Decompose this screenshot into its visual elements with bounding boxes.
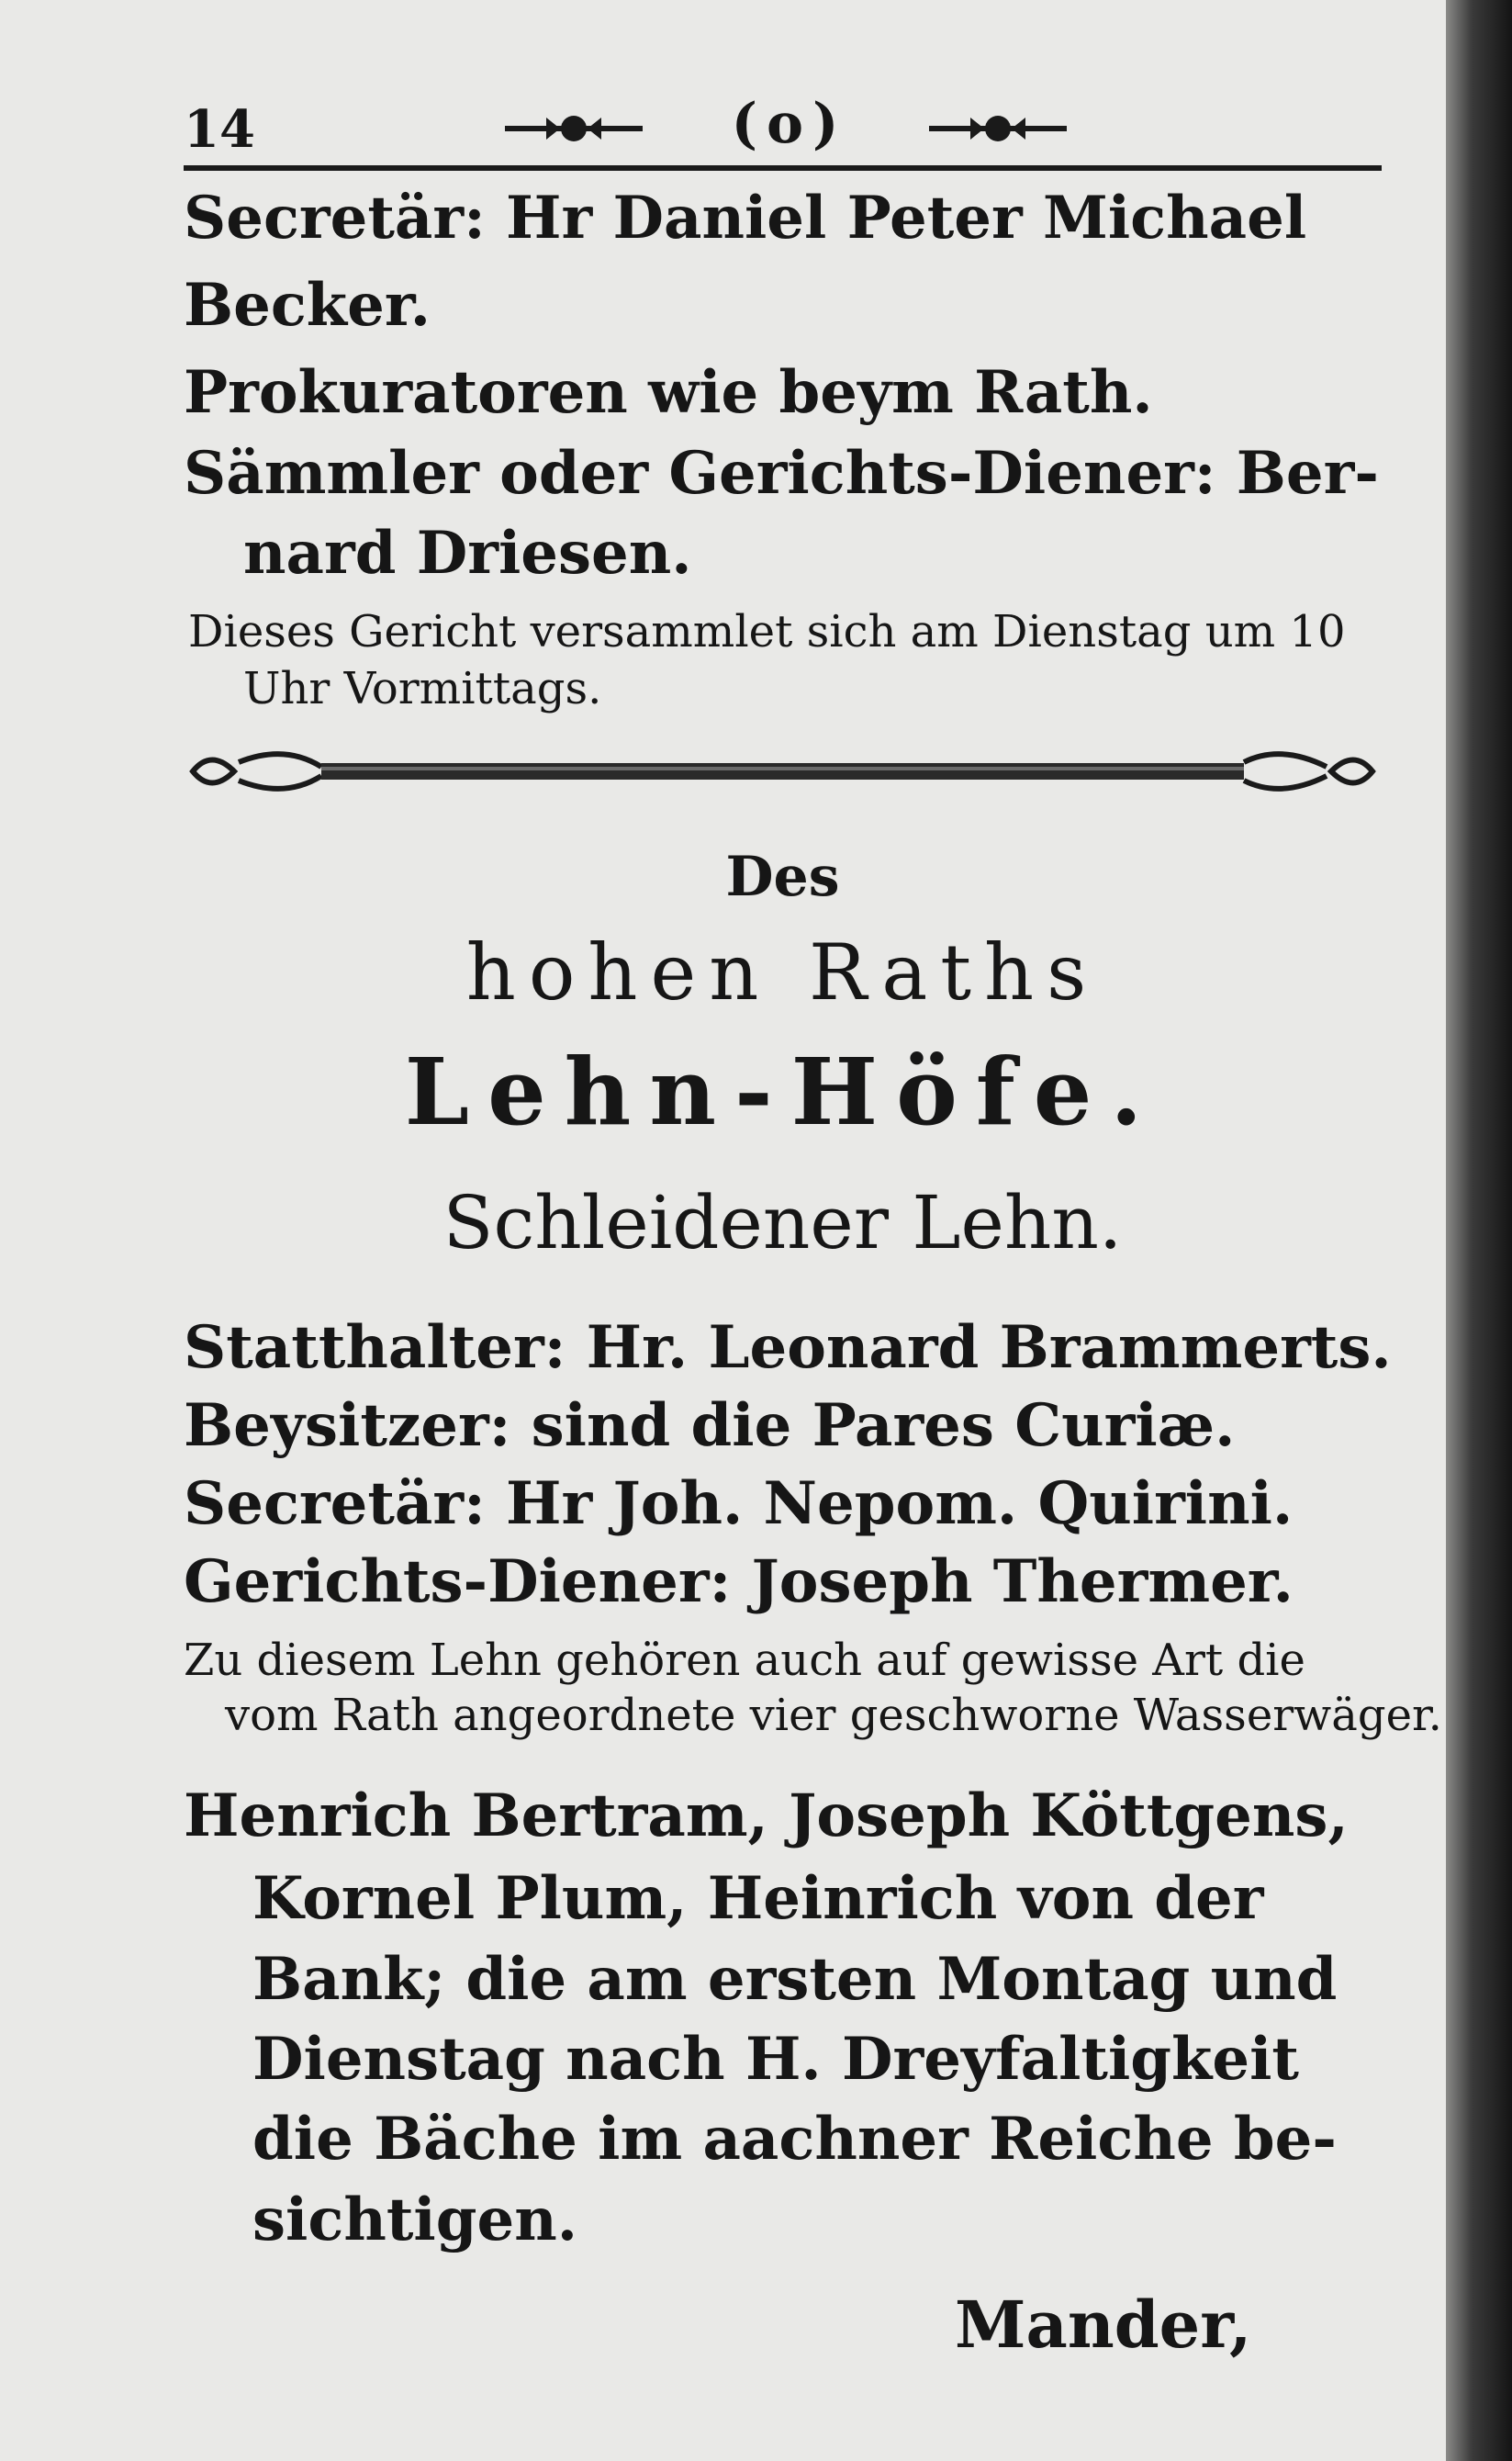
page-number: 14 bbox=[184, 99, 255, 160]
catchword: Mander, bbox=[955, 2287, 1252, 2363]
saemmler-line-2: nard Driesen. bbox=[243, 519, 692, 588]
title-schleidener-lehn: Schleidener Lehn. bbox=[442, 1180, 1123, 1265]
paragraph-line-5: die Bäche im aachner Reiche be- bbox=[252, 2105, 1337, 2174]
secretaer-line: Secretär: Hr Joh. Nepom. Quirini. bbox=[184, 1469, 1294, 1538]
wasserwaeger-note-line-1: Zu diesem Lehn gehören auch auf gewisse Art die bbox=[184, 1635, 1305, 1686]
paragraph-line-2: Kornel Plum, Heinrich von der bbox=[252, 1864, 1264, 1933]
book-binding-edge bbox=[1446, 0, 1512, 2461]
session-note-line-1: Dieses Gericht versammlet sich am Dienstag um 10 bbox=[188, 606, 1346, 657]
title-des: Des bbox=[725, 845, 840, 909]
secretary-line-1: Secretär: Hr Daniel Peter Michael bbox=[184, 184, 1307, 253]
left-ornament-icon bbox=[505, 110, 643, 147]
page-header bbox=[184, 92, 1382, 174]
saemmler-line-1: Sämmler oder Gerichts-Diener: Ber- bbox=[184, 439, 1379, 508]
header-mark: (o) bbox=[731, 92, 848, 156]
secretary-line-2: Becker. bbox=[184, 271, 431, 340]
wasserwaeger-note-line-2: vom Rath angeordnete vier geschworne Wasserwäger. bbox=[225, 1690, 1442, 1741]
session-note-line-2: Uhr Vormittags. bbox=[243, 663, 602, 714]
beysitzer-line: Beysitzer: sind die Pares Curiæ. bbox=[184, 1391, 1236, 1460]
paragraph-line-6: sichtigen. bbox=[252, 2186, 577, 2254]
gerichtsdiener-line: Gerichts-Diener: Joseph Thermer. bbox=[184, 1547, 1294, 1616]
statthalter-line: Statthalter: Hr. Leonard Brammerts. bbox=[184, 1313, 1392, 1382]
prokuratoren-line: Prokuratoren wie beym Rath. bbox=[184, 358, 1153, 427]
paragraph-line-4: Dienstag nach H. Dreyfaltigkeit bbox=[252, 2025, 1299, 2094]
paragraph-line-1: Henrich Bertram, Joseph Köttgens, bbox=[184, 1781, 1349, 1850]
title-lehn-hoefe: Lehn-Höfe. bbox=[404, 1038, 1161, 1146]
ornamental-divider-icon bbox=[184, 739, 1382, 803]
paragraph-line-3: Bank; die am ersten Montag und bbox=[252, 1945, 1338, 2014]
header-rule bbox=[184, 165, 1382, 171]
right-ornament-icon bbox=[929, 110, 1067, 147]
title-hohen-raths: hohen Raths bbox=[465, 927, 1100, 1017]
